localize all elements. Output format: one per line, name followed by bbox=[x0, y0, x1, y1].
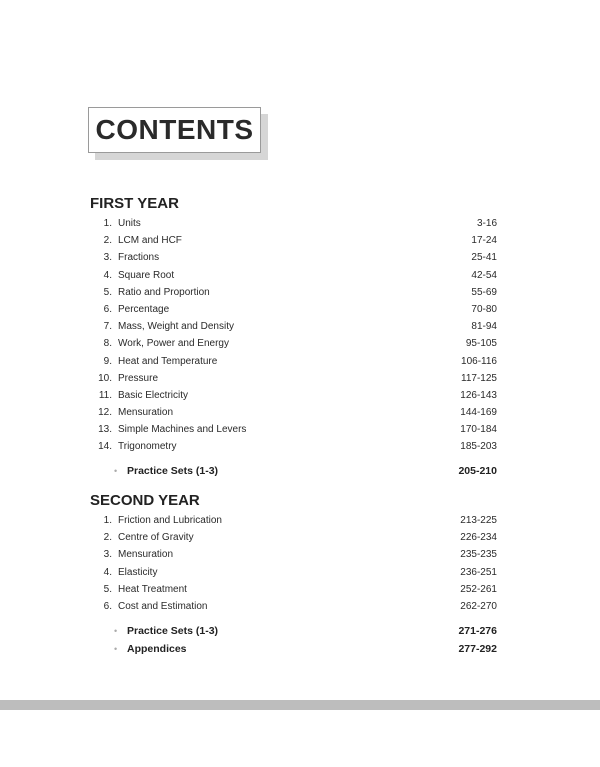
toc-item[interactable] bbox=[90, 529, 497, 546]
toc-item[interactable] bbox=[90, 387, 497, 404]
toc-list-first-year bbox=[90, 215, 497, 456]
toc-item[interactable] bbox=[90, 598, 497, 615]
toc-item-pages: 106-116 bbox=[461, 355, 497, 367]
extra-item-pages: 277-292 bbox=[458, 643, 497, 655]
toc-item-number: 7. bbox=[103, 321, 112, 333]
toc-item[interactable] bbox=[90, 301, 497, 318]
toc-item-title: Heat Treatment bbox=[118, 583, 187, 595]
extra-item-pages: 205-210 bbox=[458, 465, 497, 477]
toc-item[interactable] bbox=[90, 267, 497, 284]
toc-item-number: 1. bbox=[103, 515, 112, 526]
toc-item[interactable] bbox=[90, 353, 497, 370]
toc-item-number: 3. bbox=[103, 252, 112, 264]
toc-item-pages: 126-143 bbox=[460, 389, 497, 401]
practice-sets-item[interactable] bbox=[90, 622, 497, 640]
toc-item-pages: 55-69 bbox=[471, 286, 497, 298]
toc-item[interactable] bbox=[90, 564, 497, 581]
extras-list-second-year bbox=[90, 622, 497, 658]
toc-item-number: 4. bbox=[103, 269, 112, 281]
extras-list-first-year bbox=[90, 462, 497, 480]
toc-item-pages: 25-41 bbox=[471, 252, 497, 264]
toc-item-title: Simple Machines and Levers bbox=[118, 424, 247, 436]
heading-box bbox=[88, 107, 261, 153]
toc-item-title: Basic Electricity bbox=[118, 389, 189, 401]
toc-item-number: 4. bbox=[103, 566, 112, 578]
toc-item-number: 6. bbox=[103, 600, 112, 612]
extra-item-title: Practice Sets (1-3) bbox=[127, 625, 219, 637]
bullet-icon: • bbox=[114, 466, 118, 476]
heading-text: CONTENTS bbox=[95, 114, 254, 145]
toc-item[interactable] bbox=[90, 404, 497, 421]
toc-item-number: 6. bbox=[103, 303, 112, 315]
toc-item-pages: 262-270 bbox=[460, 600, 497, 612]
toc-item-title: Pressure bbox=[118, 372, 159, 384]
toc-item-pages: 226-234 bbox=[460, 532, 497, 544]
toc-item-pages: 95-105 bbox=[465, 338, 497, 350]
toc-item-pages: 236-251 bbox=[460, 566, 497, 578]
extra-item-title: Appendices bbox=[127, 643, 187, 655]
toc-item-number: 14. bbox=[98, 441, 112, 453]
toc-item-title: Friction and Lubrication bbox=[118, 515, 222, 526]
toc-item-pages: 235-235 bbox=[460, 549, 497, 561]
toc-item-number: 2. bbox=[103, 532, 112, 544]
practice-sets-item[interactable] bbox=[90, 462, 497, 480]
bullet-icon: • bbox=[114, 626, 118, 636]
toc-item-title: Units bbox=[118, 218, 141, 229]
toc-item-pages: 117-125 bbox=[461, 372, 497, 384]
toc-item-pages: 144-169 bbox=[460, 407, 497, 419]
toc-item[interactable] bbox=[90, 546, 497, 563]
toc-item-number: 5. bbox=[103, 286, 112, 298]
toc-item-title: Mensuration bbox=[118, 549, 174, 561]
appendices-item[interactable] bbox=[90, 640, 497, 658]
toc-item[interactable] bbox=[90, 512, 497, 529]
toc-item-pages: 185-203 bbox=[460, 441, 497, 453]
toc-item-title: Ratio and Proportion bbox=[118, 286, 210, 298]
toc-item-title: LCM and HCF bbox=[118, 235, 182, 247]
toc-item-number: 11. bbox=[98, 389, 112, 401]
contents-heading bbox=[88, 107, 261, 153]
extra-item-title: Practice Sets (1-3) bbox=[127, 465, 219, 477]
extra-item-pages: 271-276 bbox=[458, 625, 497, 637]
toc-item-pages: 213-225 bbox=[460, 515, 497, 526]
section-title-first-year: FIRST YEAR bbox=[90, 195, 179, 212]
toc-item[interactable] bbox=[90, 421, 497, 438]
toc-item-number: 1. bbox=[103, 218, 112, 229]
toc-item-title: Trigonometry bbox=[118, 441, 177, 453]
toc-item[interactable] bbox=[90, 215, 497, 232]
toc-item-number: 2. bbox=[103, 235, 112, 247]
toc-item-title: Centre of Gravity bbox=[118, 532, 194, 544]
toc-item-pages: 252-261 bbox=[460, 583, 497, 595]
toc-item-title: Square Root bbox=[118, 269, 175, 281]
bottom-bar bbox=[0, 700, 600, 710]
toc-item[interactable] bbox=[90, 232, 497, 249]
toc-item-title: Mass, Weight and Density bbox=[118, 321, 234, 333]
toc-item-pages: 42-54 bbox=[471, 269, 497, 281]
toc-item[interactable] bbox=[90, 335, 497, 352]
toc-item-number: 10. bbox=[98, 372, 112, 384]
bullet-icon: • bbox=[114, 644, 118, 654]
toc-item-pages: 170-184 bbox=[460, 424, 497, 436]
toc-item-title: Heat and Temperature bbox=[118, 355, 218, 367]
toc-item[interactable] bbox=[90, 370, 497, 387]
toc-item[interactable] bbox=[90, 581, 497, 598]
toc-item[interactable] bbox=[90, 438, 497, 455]
toc-list-second-year bbox=[90, 512, 497, 615]
toc-item-number: 3. bbox=[103, 549, 112, 561]
toc-item[interactable] bbox=[90, 284, 497, 301]
toc-item[interactable] bbox=[90, 318, 497, 335]
toc-item-title: Percentage bbox=[118, 303, 170, 315]
toc-item-title: Elasticity bbox=[118, 566, 158, 578]
toc-item[interactable] bbox=[90, 249, 497, 266]
toc-item-number: 8. bbox=[103, 338, 112, 350]
toc-item-pages: 3-16 bbox=[476, 218, 497, 229]
toc-item-number: 5. bbox=[103, 583, 112, 595]
toc-item-title: Work, Power and Energy bbox=[118, 338, 229, 350]
toc-item-number: 9. bbox=[103, 355, 112, 367]
toc-item-pages: 70-80 bbox=[471, 303, 497, 315]
section-title-second-year: SECOND YEAR bbox=[90, 492, 200, 509]
toc-item-title: Fractions bbox=[118, 252, 160, 264]
toc-item-number: 13. bbox=[98, 424, 112, 436]
toc-item-title: Cost and Estimation bbox=[118, 600, 208, 612]
toc-item-pages: 81-94 bbox=[471, 321, 497, 333]
toc-item-pages: 17-24 bbox=[471, 235, 497, 247]
toc-item-title: Mensuration bbox=[118, 407, 174, 419]
toc-item-number: 12. bbox=[98, 407, 112, 419]
